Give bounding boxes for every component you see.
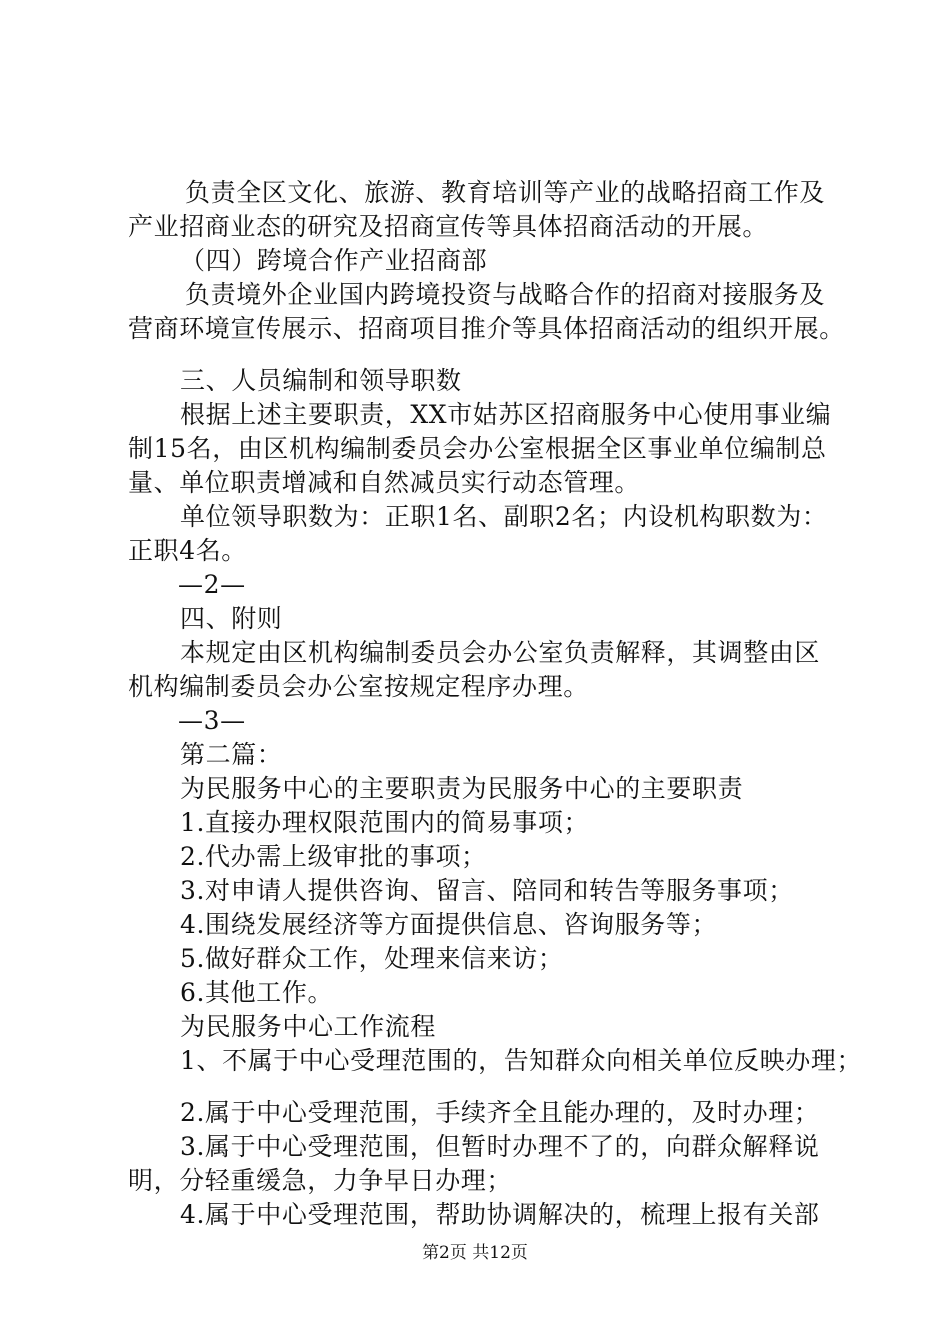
text-line: 量、单位职责增减和自然减员实行动态管理。 xyxy=(128,468,641,497)
section-heading: 四、附则 xyxy=(180,604,283,633)
text-line: 机构编制委员会办公室按规定程序办理。 xyxy=(128,672,589,701)
list-item: 3.对申请人提供咨询、留言、陪同和转告等服务事项； xyxy=(180,876,794,905)
page-marker: —2— xyxy=(178,570,246,599)
list-item: 2.属于中心受理范围，手续齐全且能办理的，及时办理； xyxy=(180,1098,820,1127)
section-heading: （四）跨境合作产业招商部 xyxy=(180,246,488,275)
list-item: 1.直接办理权限范围内的简易事项； xyxy=(180,808,590,837)
text-line: 本规定由区机构编制委员会办公室负责解释，其调整由区 xyxy=(180,638,821,667)
text-line: 根据上述主要职责，XX市姑苏区招商服务中心使用事业编 xyxy=(180,400,832,429)
text-line: 营商环境宣传展示、招商项目推介等具体招商活动的组织开展。 xyxy=(128,314,845,343)
text-line: 单位领导职数为：正职1名、副职2名；内设机构职数为： xyxy=(180,502,828,531)
text-line: 负责境外企业国内跨境投资与战略合作的招商对接服务及 xyxy=(185,280,826,309)
text-line: 产业招商业态的研究及招商宣传等具体招商活动的开展。 xyxy=(128,212,769,241)
text-line: 负责全区文化、旅游、教育培训等产业的战略招商工作及 xyxy=(185,178,826,207)
list-item: 4.围绕发展经济等方面提供信息、咨询服务等； xyxy=(180,910,718,939)
list-item: 5.做好群众工作，处理来信来访； xyxy=(180,944,564,973)
chapter-heading: 第二篇： xyxy=(180,740,283,769)
list-item: 3.属于中心受理范围，但暂时办理不了的，向群众解释说 xyxy=(180,1132,820,1161)
list-item: 6.其他工作。 xyxy=(180,978,334,1007)
text-line: 制15名，由区机构编制委员会办公室根据全区事业单位编制总 xyxy=(128,434,827,463)
section-heading: 三、人员编制和领导职数 xyxy=(180,366,462,395)
list-item: 1、不属于中心受理范围的，告知群众向相关单位反映办理； xyxy=(180,1046,863,1075)
section-heading: 为民服务中心的主要职责为民服务中心的主要职责 xyxy=(180,774,744,803)
list-item: 2.代办需上级审批的事项； xyxy=(180,842,487,871)
text-line: 正职4名。 xyxy=(128,536,247,565)
list-item: 4.属于中心受理范围，帮助协调解决的，梳理上报有关部 xyxy=(180,1200,820,1229)
text-line: 明，分轻重缓急，力争早日办理； xyxy=(128,1166,513,1195)
page-marker: —3— xyxy=(178,706,246,735)
page-footer: 第2页 共12页 xyxy=(422,1243,528,1263)
section-heading: 为民服务中心工作流程 xyxy=(180,1012,437,1041)
